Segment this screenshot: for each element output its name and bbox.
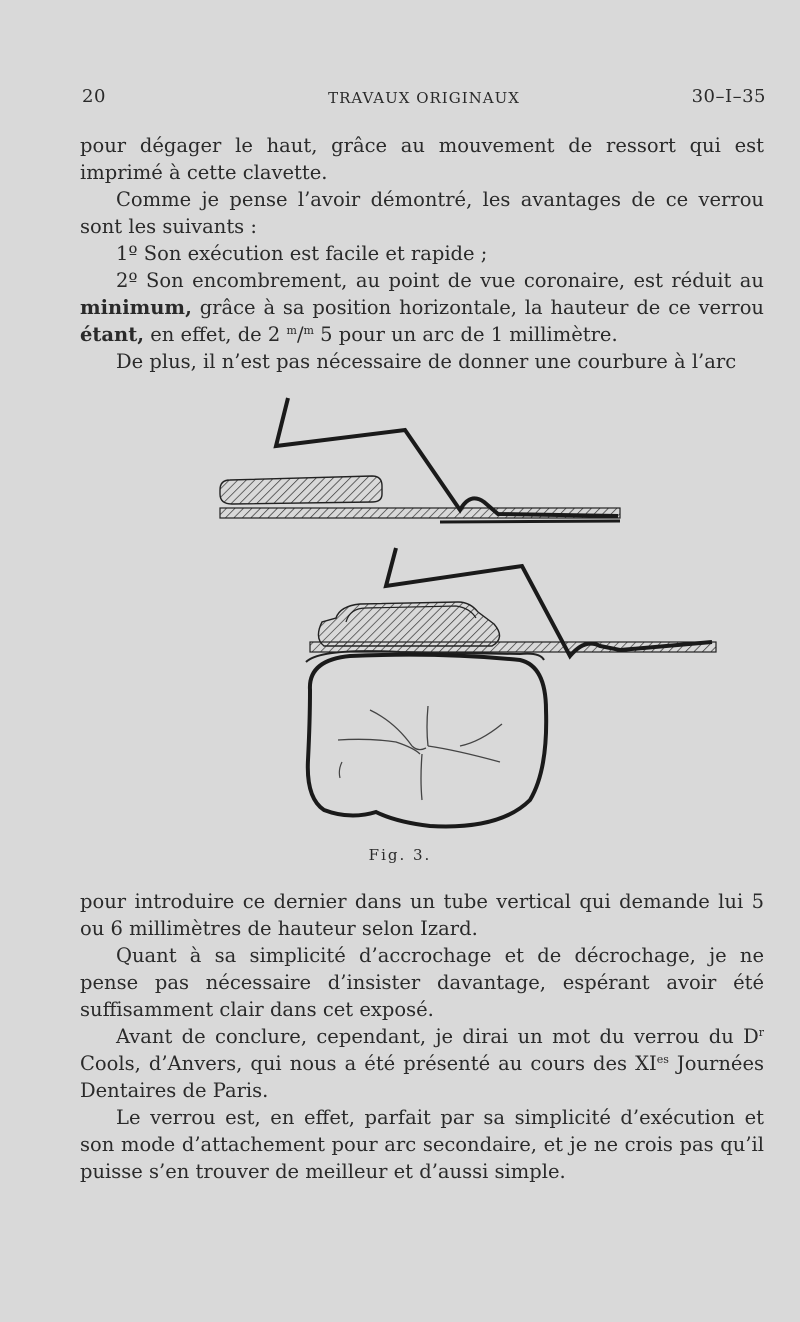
paragraph-5: Quant à sa simplicité d’accrochage et de décrochage, je ne pense pas nécessaire d’insister davantage, espérant avoir été suffisamment clair dans cet exposé.: [80, 944, 764, 1021]
running-header: [82, 86, 766, 114]
paragraph-1: pour dégager le haut, grâce au mouvement de ressort qui est imprimé à cette clavette.: [80, 134, 764, 184]
upper-tube: [220, 476, 382, 504]
lower-lock-diagram: [306, 548, 716, 662]
paragraph-3: De plus, il n’est pas nécessaire de donner une courbure à l’arc: [116, 350, 737, 373]
lower-tube-band: [318, 602, 499, 646]
paragraph-6: Avant de conclure, cependant, je dirai un mot du verrou du $D^r$ Cools, d’Anvers, qui nous a été présenté au cours des $XI^{es}$ Journées Dentaires de Paris.: [80, 1025, 764, 1102]
page-number: 20: [82, 86, 106, 107]
figure-caption: Fig. 3.: [368, 846, 432, 864]
list-item-2: 2º Son encombrement, au point de vue coronaire, est réduit au minimum, grâce à sa position horizontale, la hauteur de ce verrou étant, en effet, de 2 $^m$/$^m$ 5 pour un arc de 1 millimètre.: [80, 269, 764, 346]
paragraph-2: Comme je pense l’avoir démontré, les avantages de ce verrou sont les suivants :: [80, 188, 764, 238]
running-title: TRAVAUX ORIGINAUX: [328, 89, 520, 107]
header-date: 30–I–35: [691, 86, 766, 107]
paragraph-7: Le verrou est, en effet, parfait par sa simplicité d’exécution et son mode d’attachement pour arc secondaire, et je ne crois pas qu’il puisse s’en trouver de meilleur et d’aussi simple.: [80, 1106, 764, 1183]
figure-3-drawing: [200, 390, 730, 835]
list-item-1: 1º Son exécution est facile et rapide ;: [116, 242, 488, 265]
paragraph-4: pour introduire ce dernier dans un tube vertical qui demande lui 5 ou 6 millimètres de hauteur selon Izard.: [80, 890, 764, 940]
upper-wire-tail: [440, 521, 620, 522]
tooth-outline: [308, 655, 546, 827]
upper-lock-diagram: [220, 398, 620, 522]
